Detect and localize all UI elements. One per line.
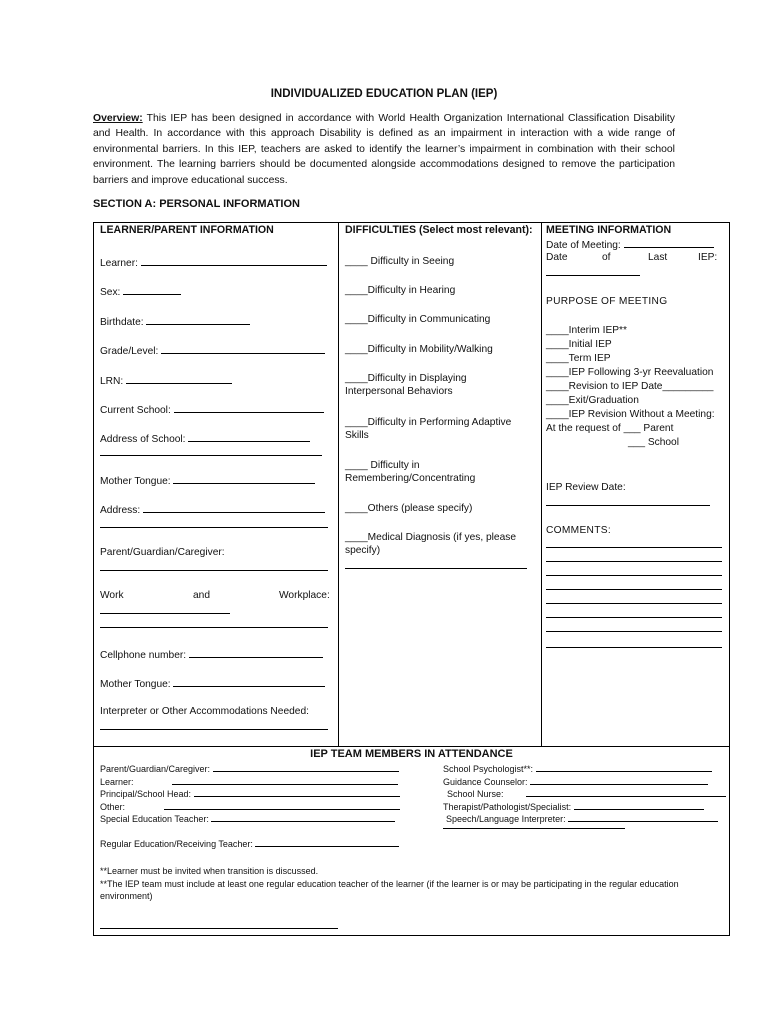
team-psychologist-field[interactable] [443,763,728,776]
difficulty-seeing[interactable]: ____ Difficulty in Seeing [345,256,455,267]
date-last-iep-line[interactable] [546,275,640,276]
team-counselor-label: Guidance Counselor: [443,776,528,787]
team-notes [100,865,720,903]
cellphone-field[interactable] [100,647,323,662]
current-school-field[interactable] [100,402,324,417]
team-heading: IEP TEAM MEMBERS IN ATTENDANCE [310,748,513,760]
overview-label: Overview: [93,113,143,124]
purpose-exit[interactable]: ____Exit/Graduation [546,395,639,406]
meeting-column [546,224,726,744]
team-regular-teacher-label: Regular Education/Receiving Teacher: [100,839,253,849]
note-learner-invited: **Learner must be invited when transition is discussed. [100,866,319,876]
work-line2[interactable] [100,627,328,628]
difficulty-remembering-cont: Remembering/Concentrating [345,473,476,484]
difficulty-communicating[interactable]: ____Difficulty in Communicating [345,314,491,325]
purpose-revision-no-meeting[interactable]: ____IEP Revision Without a Meeting: [546,409,715,420]
mother-tongue-field-2[interactable] [100,676,325,691]
sex-field[interactable] [100,284,181,299]
medical-diagnosis-line[interactable] [345,568,527,569]
team-therapist-field[interactable] [443,801,728,814]
address-label: Address: [100,505,141,516]
request-parent[interactable]: At the request of ___ Parent [546,423,674,434]
address-line2[interactable] [100,527,328,528]
team-interpreter-label: Speech/Language Interpreter: [446,814,566,824]
page-title: INDIVIDUALIZED EDUCATION PLAN (IEP) [270,88,498,100]
purpose-heading: PURPOSE OF MEETING [546,296,668,307]
current-school-label: Current School: [100,405,171,416]
team-counselor-field[interactable] [443,776,728,789]
request-school[interactable]: ___ School [628,437,679,448]
address-field[interactable] [100,502,325,517]
address-of-school-line2[interactable] [100,455,322,456]
team-regular-teacher-field[interactable] [100,838,399,851]
lrn-field[interactable] [100,373,232,388]
purpose-term[interactable]: ____Term IEP [546,353,611,364]
difficulty-interpersonal-cont: Interpersonal Behaviors [345,386,453,397]
work-label-3: Workplace: [279,590,330,601]
column-divider-2 [541,222,542,747]
work-line[interactable] [100,613,230,614]
learner-heading: LEARNER/PARENT INFORMATION [100,224,274,236]
team-principal-label: Principal/School Head: [100,789,192,799]
purpose-revision[interactable]: ____Revision to IEP Date_________ [546,381,714,392]
team-interpreter-field[interactable] [443,813,728,826]
purpose-interim[interactable]: ____Interim IEP** [546,325,627,336]
mother-tongue-field-1[interactable] [100,473,315,488]
difficulty-interpersonal[interactable]: ____Difficulty in Displaying [345,373,467,384]
team-nurse-label: School Nurse: [447,789,504,799]
overview-paragraph [93,111,675,188]
signature-line[interactable] [100,928,338,929]
difficulties-heading: DIFFICULTIES (Select most relevant): [345,224,533,236]
note-regular-teacher: **The IEP team must include at least one regular education teacher of the learner (if the learner is or may be participating in the regular education environment) [100,878,679,901]
work-label-1: Work [100,590,124,601]
difficulty-medical[interactable]: ____Medical Diagnosis (if yes, please [345,532,517,543]
team-parent-field[interactable] [100,763,420,776]
purpose-reevaluation[interactable]: ____IEP Following 3-yr Reevaluation [546,367,714,378]
difficulty-medical-cont: specify) [345,545,381,556]
difficulty-adaptive[interactable]: ____Difficulty in Performing Adaptive [345,417,512,428]
cellphone-label: Cellphone number: [100,650,187,661]
team-psychologist-label: School Psychologist**: [443,764,534,774]
team-nurse-field[interactable] [443,788,728,801]
section-a-heading: SECTION A: PERSONAL INFORMATION [93,198,300,210]
work-label-2: and [193,590,210,601]
team-right-list [443,763,728,826]
purpose-initial[interactable]: ____Initial IEP [546,339,612,350]
date-last-label-3: Last [648,252,668,263]
team-therapist-label: Therapist/Pathologist/Specialist: [443,801,572,812]
team-section-divider [93,746,730,747]
grade-field[interactable] [100,343,325,358]
birthdate-field[interactable] [100,314,250,329]
team-left-list [100,763,420,826]
review-date-line[interactable] [546,505,710,506]
date-last-label-4: IEP: [698,252,718,263]
learner-label: Learner: [100,258,138,269]
parent-label: Parent/Guardian/Caregiver: [100,547,225,558]
comment-line[interactable] [546,647,722,648]
team-other-field[interactable] [100,801,420,814]
team-sped-field[interactable] [100,813,420,826]
overview-text: This IEP has been designed in accordance with World Health Organization International Classification Disability and Health. In accordance with this approach Disability is defined as an impairment in interaction with a wide range of environmental barriers. In this IEP, teachers are asked to identify the learner’s impairment in combination with their school environment. The learning barriers should be documented alongside accommodations designed to remove the participation barriers and improve educational success. [93,113,675,186]
date-of-meeting-label: Date of Meeting: [546,240,621,251]
lrn-label: LRN: [100,376,124,387]
difficulties-column [345,224,535,744]
comment-line[interactable] [546,631,722,632]
team-principal-field[interactable] [100,788,420,801]
sex-label: Sex: [100,287,121,298]
team-extra-line[interactable] [443,828,625,829]
difficulty-mobility[interactable]: ____Difficulty in Mobility/Walking [345,344,493,355]
learner-field[interactable] [100,255,327,270]
interpreter-line[interactable] [100,729,328,730]
review-date-label: IEP Review Date: [546,482,626,493]
comment-line[interactable] [546,617,722,618]
birthdate-label: Birthdate: [100,317,144,328]
address-of-school-label: Address of School: [100,434,186,445]
mother-tongue-label-1: Mother Tongue: [100,476,171,487]
address-of-school-field[interactable] [100,431,310,446]
team-parent-label: Parent/Guardian/Caregiver: [100,764,211,774]
difficulty-adaptive-cont: Skills [345,430,369,441]
interpreter-label: Interpreter or Other Accommodations Needed: [100,706,309,717]
date-last-label-1: Date [546,252,568,263]
team-sped-label: Special Education Teacher: [100,814,209,824]
date-last-label-2: of [602,252,611,263]
meeting-heading: MEETING INFORMATION [546,224,672,236]
learner-column [100,224,336,744]
parent-line[interactable] [100,570,328,571]
comment-line[interactable] [546,561,722,562]
grade-label: Grade/Level: [100,346,159,357]
comment-line[interactable] [546,575,722,576]
date-of-meeting-field[interactable] [546,237,714,252]
team-learner-label: Learner: [100,776,134,787]
difficulty-others[interactable]: ____Others (please specify) [345,503,473,514]
team-other-label: Other: [100,801,126,812]
difficulty-hearing[interactable]: ____Difficulty in Hearing [345,285,456,296]
comment-line[interactable] [546,547,722,548]
comment-line[interactable] [546,589,722,590]
difficulty-remembering[interactable]: ____ Difficulty in [345,460,420,471]
team-learner-field[interactable] [100,776,420,789]
mother-tongue-label-2: Mother Tongue: [100,679,171,690]
comment-line[interactable] [546,603,722,604]
comments-label: COMMENTS: [546,525,611,536]
column-divider-1 [338,222,339,747]
